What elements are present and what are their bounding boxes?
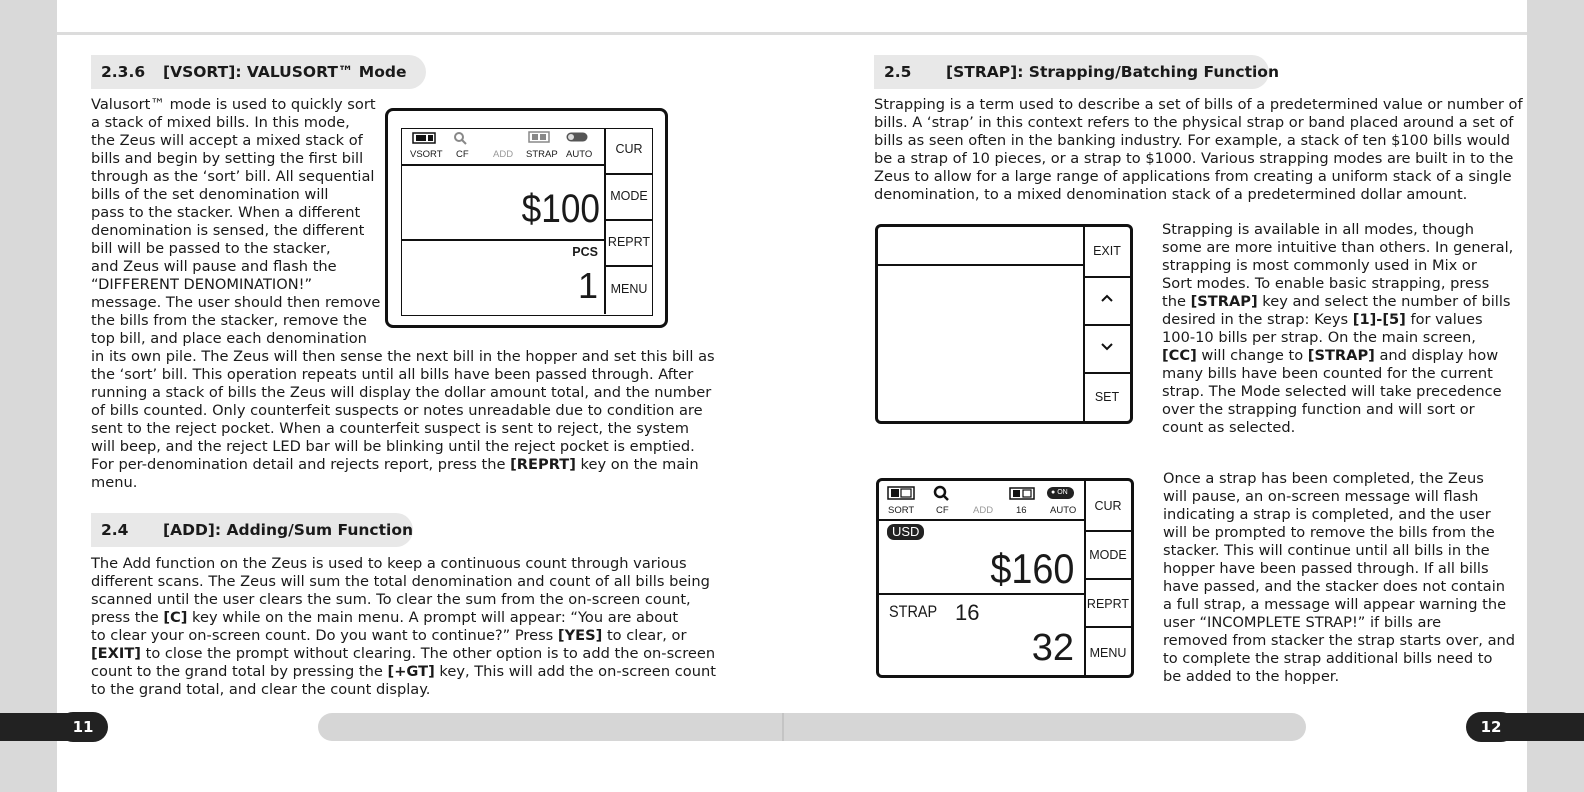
divider (604, 173, 652, 175)
text-line: hopper have been passed through. If all bills (1163, 560, 1489, 577)
strap-completion-paragraph (1163, 470, 1515, 686)
text-line (1162, 293, 1513, 311)
key-plus-gt: [+GT] (387, 663, 435, 680)
add-paragraph (91, 555, 716, 699)
chevron-up-icon (1100, 293, 1114, 303)
cf-label: CF (456, 149, 469, 160)
text-span: key while on the main menu. A prompt will appear: “You are about (187, 609, 679, 626)
text-line: message. The user should then remove (91, 294, 381, 311)
text-line: pass to the stacker. When a different (91, 204, 361, 221)
text-line: “DIFFERENT DENOMINATION!” (91, 276, 313, 293)
text-span: For per-denomination detail and rejects report, press the (91, 456, 511, 473)
vsort-icon (412, 132, 438, 144)
mode-button: MODE (1089, 548, 1127, 562)
text-line: denomination, to a mixed denomination stack of a predetermined dollar amount. (874, 186, 1468, 203)
divider (1084, 626, 1131, 628)
count-value: 1 (577, 265, 598, 306)
text-line: some are more intuitive than others. In general, (1162, 239, 1514, 256)
sort-icon (887, 486, 915, 500)
auto-label: AUTO (566, 149, 593, 160)
text-line: in its own pile. The Zeus will then sense the next bill in the hopper and set this bill as (91, 348, 715, 365)
key-c: [C] (163, 609, 188, 626)
auto-toggle-icon (566, 132, 588, 142)
key-strap: [STRAP] (1190, 293, 1258, 310)
divider (402, 239, 604, 241)
strap-section-title: [STRAP]: Strapping/Batching Function (946, 63, 1279, 81)
text-span: count to the grand total by pressing the (91, 663, 388, 680)
text-line: menu. (91, 474, 138, 491)
text-line: scanned until the user clears the sum. To clear the sum from the on-screen count, (91, 591, 691, 608)
vsort-label: VSORT (410, 149, 443, 160)
exit-button: EXIT (1093, 244, 1121, 258)
vsort-section-number: 2.3.6 (101, 63, 146, 81)
text-line: bills. A ‘strap’ in this context refers to the physical strap or band placed around a set of (874, 114, 1514, 131)
vsort-section-title: [VSORT]: VALUSORT™ Mode (163, 63, 407, 81)
text-span: key, This will add the on-screen count (434, 663, 716, 680)
divider (879, 519, 1084, 521)
text-span: key and select the number of bills (1257, 293, 1511, 310)
text-span: will change to (1196, 347, 1308, 364)
on-toggle-icon: ● ON (1047, 487, 1074, 499)
strap-count-display-illustration (876, 478, 1134, 678)
cf-label: CF (936, 505, 949, 516)
left-page-number: 11 (58, 712, 108, 742)
key-yes: [YES] (557, 627, 603, 644)
text-line (91, 645, 716, 663)
text-line: Sort modes. To enable basic strapping, press (1162, 275, 1490, 292)
amount-value: $100 (521, 187, 600, 231)
text-line: the Zeus will accept a mixed stack of (91, 132, 363, 149)
strap-menu-display-illustration (875, 224, 1133, 424)
text-line (1162, 311, 1513, 329)
text-line: have passed, and the stacker does not contain (1163, 578, 1506, 595)
divider (1083, 276, 1130, 278)
text-line: a stack of mixed bills. In this mode, (91, 114, 350, 131)
divider (1084, 530, 1131, 532)
strap-availability-paragraph (1162, 221, 1513, 437)
strap-label: STRAP (889, 602, 938, 621)
divider (1083, 324, 1130, 326)
pcs-label: PCS (572, 245, 598, 259)
text-line: Once a strap has been completed, the Zeus (1163, 470, 1484, 487)
cur-button: CUR (615, 142, 643, 156)
display-screen (401, 128, 653, 316)
text-line: over the strapping function and will sort or (1162, 401, 1475, 418)
text-line: bills as seen often in the banking industry. For example, a stack of ten $100 bills would (874, 132, 1510, 149)
text-line: of bills counted. Only counterfeit suspects or notes unreadable due to condition are (91, 402, 703, 419)
amount-value: $160 (989, 545, 1074, 592)
text-line: user “INCOMPLETE STRAP!” if bills are (1163, 614, 1442, 631)
auto-label: AUTO (1050, 505, 1077, 516)
text-line: the ‘sort’ bill. This operation repeats until all bills have been passed through. After (91, 366, 694, 383)
text-line: to the grand total, and clear the count display. (91, 681, 431, 698)
text-line: will beep, and the reject LED bar will be blinking until the reject pocket is emptied. (91, 438, 695, 455)
sort-label: SORT (888, 505, 915, 516)
text-line: be a strap of 10 pieces, or a strap to $1000. Various strapping modes are built in to the (874, 150, 1514, 167)
add-section-title: [ADD]: Adding/Sum Function (163, 521, 414, 539)
text-line: will be prompted to remove the bills from the (1163, 524, 1495, 541)
strap-value: 16 (955, 600, 980, 625)
key-reprt: [REPRT] (510, 456, 576, 473)
text-span: the (1162, 293, 1191, 310)
divider (1084, 578, 1131, 580)
text-line: removed from stacker the strap starts over, and (1163, 632, 1516, 649)
footer-bar-divider (782, 713, 784, 741)
text-line: Strapping is available in all modes, though (1162, 221, 1475, 238)
divider (402, 164, 604, 166)
key-cc: [CC] (1162, 347, 1197, 364)
text-line: strap. The Mode selected will take precedence (1162, 383, 1502, 400)
text-line: to complete the strap additional bills need to (1163, 650, 1493, 667)
text-span: key on the main (575, 456, 699, 473)
text-line: The Add function on the Zeus is used to keep a continuous count through various (91, 555, 687, 572)
divider (879, 593, 1084, 595)
strap-section-number: 2.5 (884, 63, 912, 81)
text-span: and display how (1374, 347, 1499, 364)
text-line: top bill, and place each denomination (91, 330, 367, 347)
divider (878, 264, 1083, 266)
magnifier-icon (933, 485, 949, 501)
vsort-display-illustration (385, 108, 668, 328)
text-line: a full strap, a message will appear warning the (1163, 596, 1507, 613)
text-line: will pause, an on-screen message will flash (1163, 488, 1479, 505)
menu-button: MENU (610, 282, 648, 296)
key-exit: [EXIT] (91, 645, 141, 662)
strap-icon (528, 131, 550, 143)
text-span: to clear your on-screen count. Do you want to continue?” Press (91, 627, 558, 644)
text-line: count as selected. (1162, 419, 1296, 436)
text-line: running a stack of bills the Zeus will display the dollar amount total, and the number (91, 384, 712, 401)
cur-button: CUR (1094, 499, 1122, 513)
magnifier-icon (453, 131, 467, 145)
text-line: bills and begin by setting the first bill (91, 150, 364, 167)
strap-label: STRAP (526, 149, 558, 160)
currency-badge: USD (887, 524, 924, 540)
text-line (1162, 347, 1513, 365)
add-label: ADD (493, 149, 514, 160)
divider (1083, 372, 1130, 374)
text-line: stacker. This will continue until all bills in the (1163, 542, 1490, 559)
footer-bar-center (318, 713, 1306, 741)
strap-icon (1009, 487, 1035, 500)
text-line (91, 663, 716, 681)
text-line: many bills have been counted for the current (1162, 365, 1493, 382)
text-line: Strapping is a term used to describe a set of bills of a predetermined value or number of (874, 96, 1523, 113)
text-line: different scans. The Zeus will sum the total denomination and count of all bills being (91, 573, 710, 590)
key-1-5: [1]-[5] (1352, 311, 1406, 328)
text-line: be added to the hopper. (1163, 668, 1340, 685)
set-button: SET (1094, 390, 1120, 404)
text-span: desired in the strap: Keys (1162, 311, 1353, 328)
strap-intro-paragraph (874, 96, 1523, 204)
text-span: for values (1405, 311, 1483, 328)
text-line: bills of the set denomination will (91, 186, 329, 203)
chevron-down-icon (1100, 342, 1114, 352)
text-line: and Zeus will pause and flash the (91, 258, 337, 275)
text-span: to clear, or (602, 627, 687, 644)
text-line (91, 627, 716, 645)
text-line: Valusort™ mode is used to quickly sort (91, 96, 376, 113)
text-line (91, 456, 715, 474)
text-line: indicating a strap is completed, and the user (1163, 506, 1491, 523)
menu-button: MENU (1089, 646, 1127, 660)
text-line: through as the ‘sort’ bill. All sequential (91, 168, 375, 185)
reprt-button: REPRT (1086, 597, 1130, 611)
vsort-section-heading (91, 55, 426, 89)
divider (604, 219, 652, 221)
text-line: strapping is most commonly used in Mix or (1162, 257, 1477, 274)
mode-button: MODE (610, 189, 648, 203)
text-line: sent to the reject pocket. When a counterfeit suspect is sent to reject, the system (91, 420, 690, 437)
text-line: bill will be passed to the stacker, (91, 240, 331, 257)
add-section-number: 2.4 (101, 521, 129, 539)
count-value: 32 (1031, 627, 1074, 669)
text-line: the bills from the stacker, remove the (91, 312, 367, 329)
strap-count-label: 16 (1016, 505, 1027, 516)
text-span: to close the prompt without clearing. The other option is to add the on-screen (140, 645, 716, 662)
text-line (91, 609, 716, 627)
add-label: ADD (973, 505, 994, 516)
key-strap: [STRAP] (1307, 347, 1375, 364)
top-rule (57, 32, 1527, 35)
on-label: ON (1057, 489, 1068, 496)
text-span: press the (91, 609, 164, 626)
add-section-heading (91, 513, 413, 547)
strap-section-heading (874, 55, 1279, 89)
text-line: denomination is sensed, the different (91, 222, 365, 239)
right-page-number: 12 (1466, 712, 1516, 742)
text-line: Zeus to allow for a large range of applications from creating a uniform stack of a single (874, 168, 1512, 185)
divider (604, 265, 652, 267)
reprt-button: REPRT (607, 235, 651, 249)
text-line: 100-10 bills per strap. On the main screen, (1162, 329, 1476, 346)
